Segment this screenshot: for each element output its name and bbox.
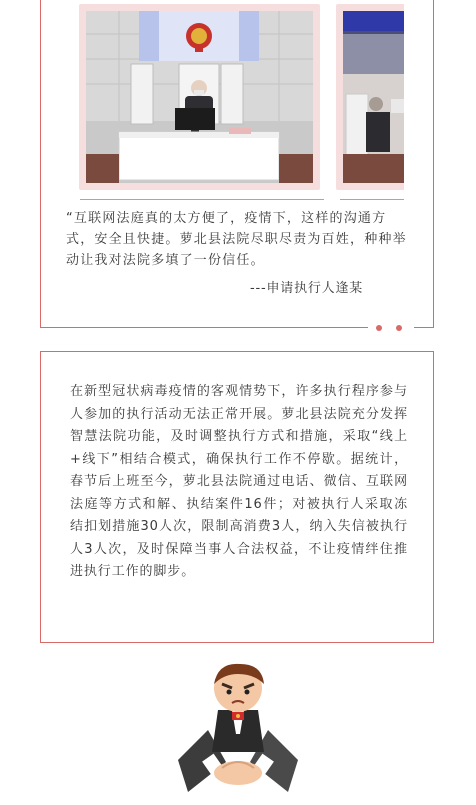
handshake-mascot-icon [178, 660, 298, 800]
photo-caption-line [340, 199, 404, 200]
card-divider-gap [368, 327, 414, 330]
decor-dot [396, 325, 402, 331]
testimonial-signature: ---申请执行人逢某 [250, 281, 364, 296]
photo-carousel[interactable] [40, 0, 404, 192]
hearing-room-photo [336, 4, 404, 190]
decor-dot [376, 325, 382, 331]
article-paragraph: 在新型冠状病毒疫情的客观情势下，许多执行程序参与人参加的执行活动无法正常开展。萝北县法院充分发挥智慧法院功能，及时调整执行方式和措施，采取“线上+线下”相结合模式，确保执行工作不停歇。据统计，春节后上班至今，萝北县法院通过电话、微信、互联网法庭等方式和解、执结案件16件；对被执行人采取冻结扣划措施30人次，限制高消费3人，纳入失信被执行人3人次，及时保障当事人合法权益，不让疫情绊住推进执行工作的脚步。 [70, 384, 408, 579]
photo-caption-line [80, 199, 324, 200]
courtroom-photo [79, 4, 320, 190]
testimonial-quote: “互联网法庭真的太方便了，疫情下，这样的沟通方式，安全且快捷。萝北县法院尽职尽责为百姓，种种举动让我对法院多填了一份信任。 [66, 211, 407, 268]
